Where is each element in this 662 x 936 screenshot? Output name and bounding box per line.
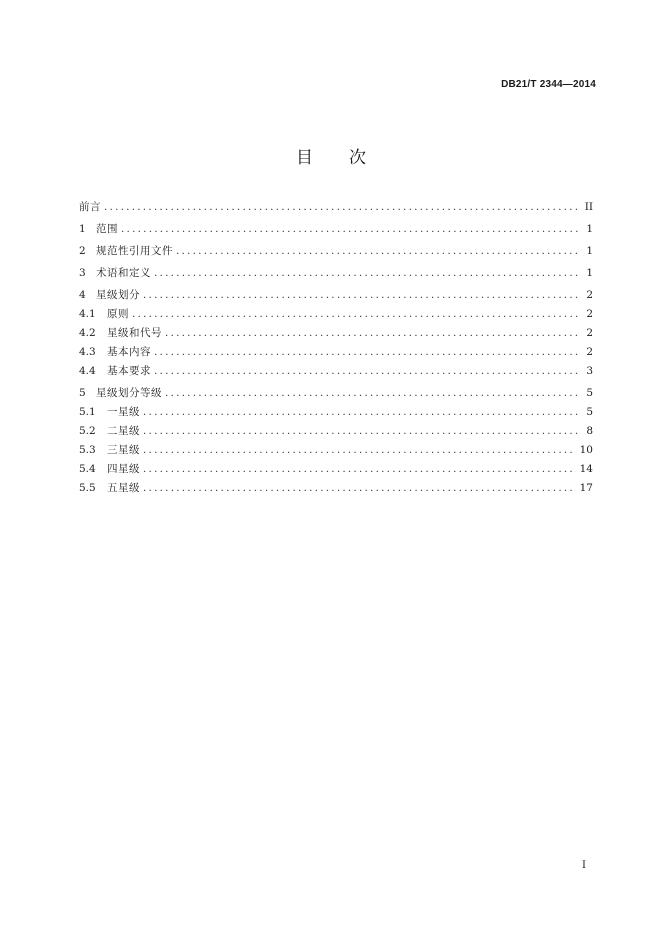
toc-entry-label: 三星级 bbox=[107, 444, 140, 456]
toc-dot-leader bbox=[154, 343, 581, 362]
toc-entry-page: 14 bbox=[579, 463, 593, 475]
toc-entry-number: 5.3 bbox=[79, 444, 96, 456]
toc-entry-number: 5.5 bbox=[79, 482, 96, 494]
toc-entry-page: 17 bbox=[579, 482, 593, 494]
toc-entry-number: 5.4 bbox=[79, 463, 96, 475]
toc-dot-leader bbox=[143, 403, 581, 422]
toc-entry-label: 原则 bbox=[107, 308, 129, 320]
toc-dot-leader bbox=[132, 305, 581, 324]
toc-entry-number: 2 bbox=[79, 245, 86, 257]
toc-entry-page: 1 bbox=[586, 245, 593, 257]
toc-entry-number: 4.1 bbox=[79, 308, 96, 320]
toc-entry-number: 4.2 bbox=[79, 327, 96, 339]
toc-dot-leader bbox=[143, 286, 581, 305]
toc-entry-number: 5 bbox=[79, 387, 86, 399]
toc-entry-number: 4 bbox=[79, 289, 86, 301]
toc-dot-leader bbox=[143, 422, 581, 441]
toc-dot-leader bbox=[121, 220, 581, 239]
toc-entry[interactable] bbox=[79, 324, 593, 343]
toc-dot-leader bbox=[104, 198, 581, 217]
toc-entry[interactable] bbox=[79, 198, 593, 217]
toc-dot-leader bbox=[165, 384, 581, 403]
toc-entry[interactable] bbox=[79, 343, 593, 362]
toc-entry-page: 3 bbox=[586, 365, 593, 377]
toc-entry-label: 规范性引用文件 bbox=[96, 245, 173, 257]
toc-entry[interactable] bbox=[79, 264, 593, 283]
toc-entry-label: 前言 bbox=[79, 201, 101, 213]
toc-entry-number: 3 bbox=[79, 267, 86, 279]
toc-entry-number: 4.3 bbox=[79, 346, 96, 358]
toc-entry[interactable] bbox=[79, 403, 593, 422]
toc-entry-page: 2 bbox=[586, 327, 593, 339]
toc-entry-label: 术语和定义 bbox=[96, 267, 151, 279]
toc-entry[interactable] bbox=[79, 305, 593, 324]
toc-entry-label: 星级和代号 bbox=[107, 327, 162, 339]
toc-dot-leader bbox=[176, 242, 581, 261]
toc-entry-label: 二星级 bbox=[107, 425, 140, 437]
toc-entry-number: 1 bbox=[79, 223, 86, 235]
toc-entry[interactable] bbox=[79, 460, 593, 479]
toc-dot-leader bbox=[143, 479, 576, 498]
toc-entry-label: 基本内容 bbox=[107, 346, 151, 358]
toc-entry-page: 1 bbox=[586, 223, 593, 235]
toc-entry-label: 五星级 bbox=[107, 482, 140, 494]
toc-entry-label: 范围 bbox=[96, 223, 118, 235]
toc-entry-page: 2 bbox=[586, 289, 593, 301]
toc-dot-leader bbox=[165, 324, 581, 343]
toc-entry[interactable] bbox=[79, 286, 593, 305]
toc-entry-page: 2 bbox=[586, 308, 593, 320]
page-title: 目次 bbox=[296, 148, 402, 168]
toc-entry-label: 一星级 bbox=[107, 406, 140, 418]
toc-entry[interactable] bbox=[79, 220, 593, 239]
toc-entry-page: II bbox=[584, 201, 593, 213]
toc-dot-leader bbox=[143, 460, 576, 479]
toc-dot-leader bbox=[154, 362, 581, 381]
toc-entry-page: 8 bbox=[586, 425, 593, 437]
toc-entry-label: 四星级 bbox=[107, 463, 140, 475]
toc-dot-leader bbox=[143, 441, 576, 460]
toc-entry-number: 5.1 bbox=[79, 406, 96, 418]
toc-entry-page: 1 bbox=[586, 267, 593, 279]
toc-entry[interactable] bbox=[79, 479, 593, 498]
toc-entry-label: 星级划分 bbox=[96, 289, 140, 301]
toc-dot-leader bbox=[154, 264, 581, 283]
toc-entry-page: 5 bbox=[586, 387, 593, 399]
toc-entry[interactable] bbox=[79, 362, 593, 381]
toc-entry-page: 10 bbox=[579, 444, 593, 456]
toc-entry[interactable] bbox=[79, 384, 593, 403]
toc-entry-number: 4.4 bbox=[79, 365, 96, 377]
toc-entry-page: 5 bbox=[586, 406, 593, 418]
toc-entry[interactable] bbox=[79, 441, 593, 460]
toc-entry[interactable] bbox=[79, 422, 593, 441]
standard-code: DB21/T 2344—2014 bbox=[501, 79, 596, 90]
toc-entry[interactable] bbox=[79, 242, 593, 261]
table-of-contents bbox=[79, 198, 593, 498]
toc-entry-number: 5.2 bbox=[79, 425, 96, 437]
page-folio: I bbox=[582, 860, 586, 871]
toc-entry-page: 2 bbox=[586, 346, 593, 358]
toc-entry-label: 基本要求 bbox=[107, 365, 151, 377]
toc-entry-label: 星级划分等级 bbox=[96, 387, 162, 399]
